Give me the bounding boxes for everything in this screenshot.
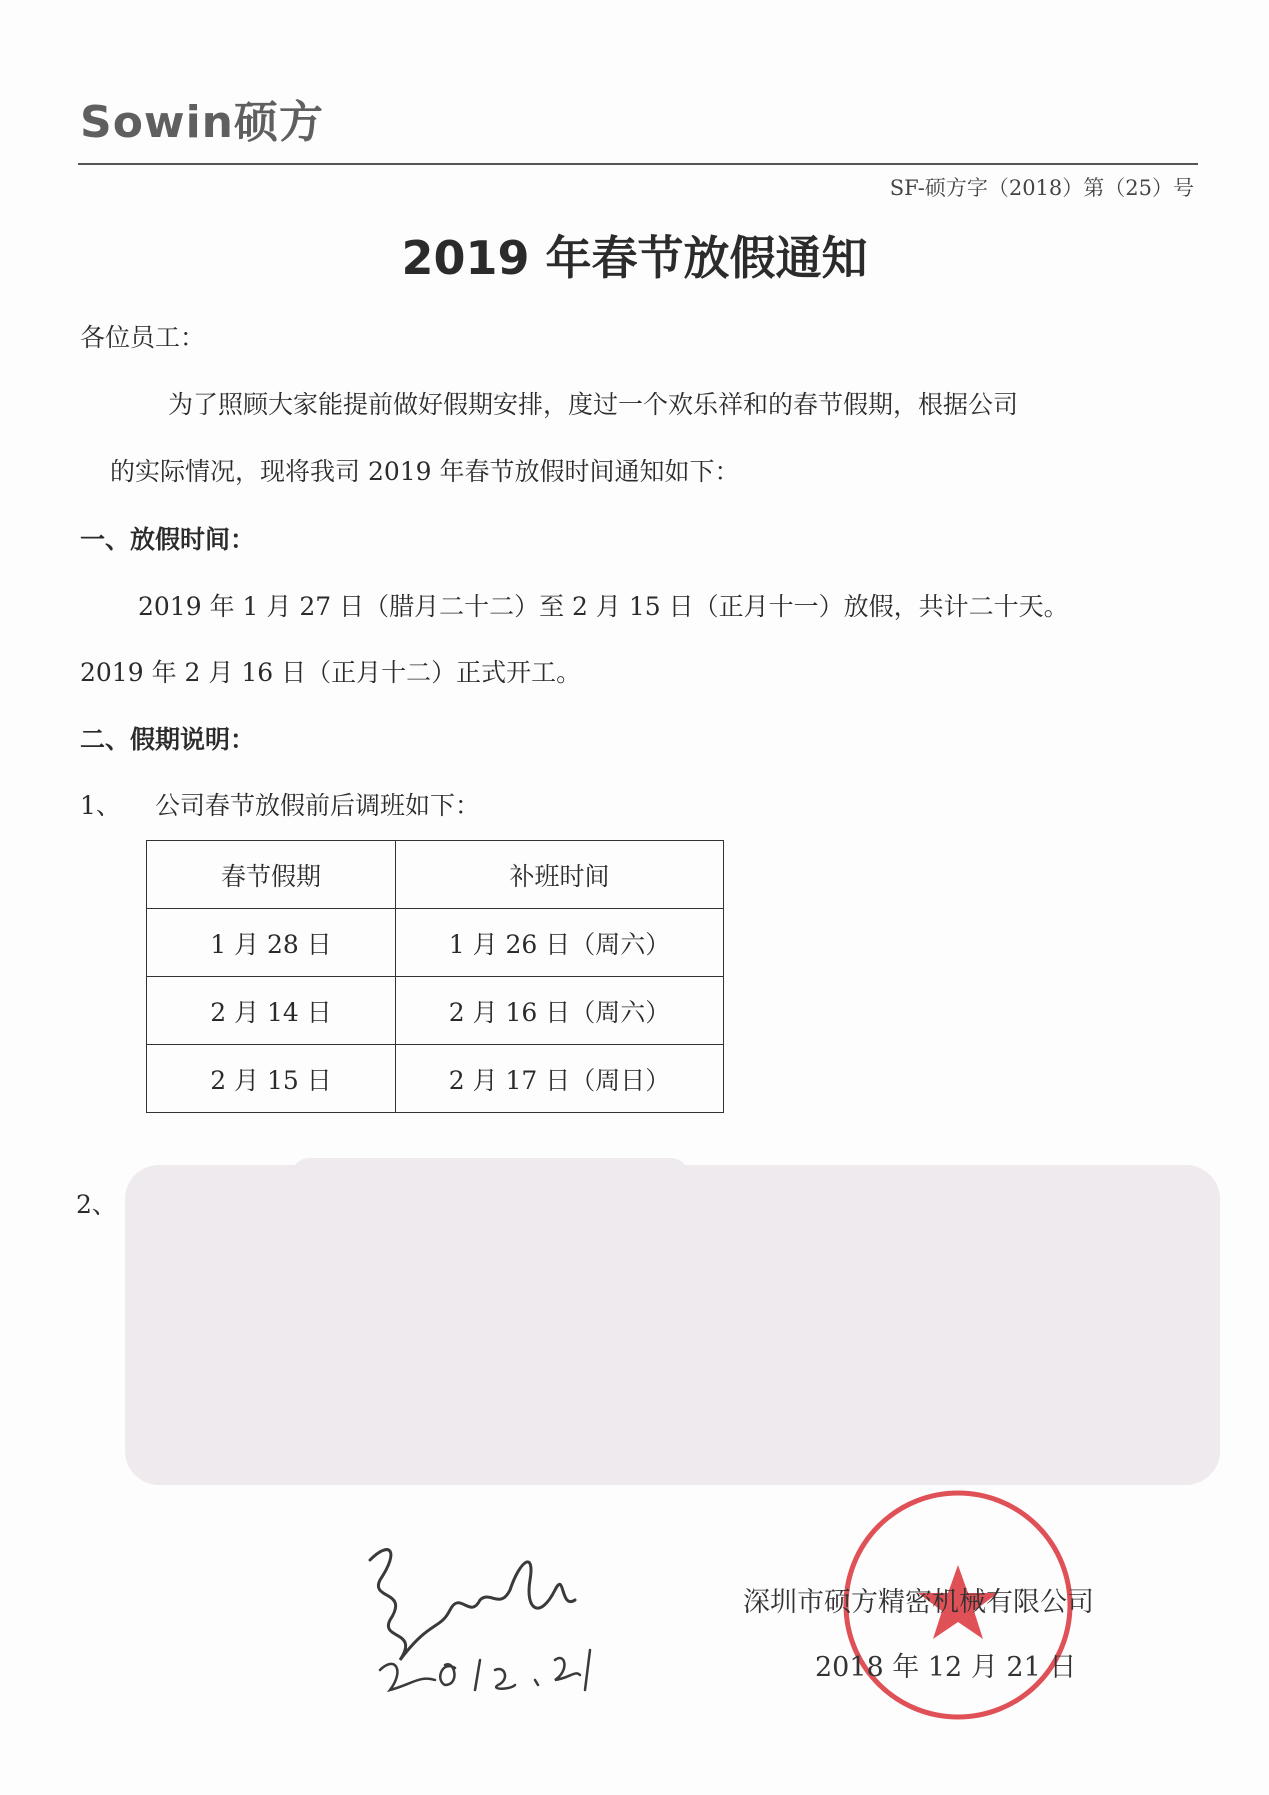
- section-2-heading: 二、假期说明：: [80, 725, 256, 754]
- table-row: [147, 1045, 724, 1113]
- table-row: [147, 909, 724, 977]
- table-cell: 2 月 16 日（周六）: [396, 977, 724, 1045]
- item-1-number: 1、: [80, 791, 121, 820]
- table-header-cell: 补班时间: [396, 841, 724, 909]
- table-header-row: [147, 841, 724, 909]
- company-name: 深圳市硕方精密机械有限公司: [743, 1587, 1094, 1618]
- table-row: [147, 977, 724, 1045]
- holiday-period-line: 2019 年 1 月 27 日（腊月二十二）至 2 月 15 日（正月十一）放假，共计二十天。: [138, 592, 1069, 621]
- table-cell: 1 月 26 日（周六）: [396, 909, 724, 977]
- shift-schedule-table: [146, 840, 724, 1113]
- table-cell: 2 月 14 日: [147, 977, 396, 1045]
- redacted-block: [290, 1158, 690, 1198]
- section-1-heading: 一、放假时间：: [80, 525, 256, 554]
- table-header-cell: 春节假期: [147, 841, 396, 909]
- redacted-block: [125, 1165, 1220, 1485]
- issue-date: 2018 年 12 月 21 日: [815, 1652, 1077, 1683]
- table-cell: 2 月 17 日（周日）: [396, 1045, 724, 1113]
- table-cell: 1 月 28 日: [147, 909, 396, 977]
- document-number: SF-硕方字（2018）第（25）号: [889, 176, 1194, 200]
- table-cell: 2 月 15 日: [147, 1045, 396, 1113]
- header-divider: [78, 163, 1198, 165]
- company-logo: Sowin硕方: [80, 97, 324, 148]
- intro-line-2: 的实际情况，现将我司 2019 年春节放假时间通知如下：: [110, 457, 740, 486]
- item-1-text: 公司春节放假前后调班如下：: [155, 791, 481, 820]
- intro-line-1: 为了照顾大家能提前做好假期安排，度过一个欢乐祥和的春节假期，根据公司: [168, 390, 1019, 419]
- work-resume-line: 2019 年 2 月 16 日（正月十二）正式开工。: [80, 658, 582, 687]
- greeting: 各位员工：: [80, 323, 206, 352]
- notice-title: 2019 年春节放假通知: [401, 231, 868, 285]
- item-2-number: 2、: [76, 1190, 117, 1219]
- handwritten-signature: [360, 1520, 640, 1700]
